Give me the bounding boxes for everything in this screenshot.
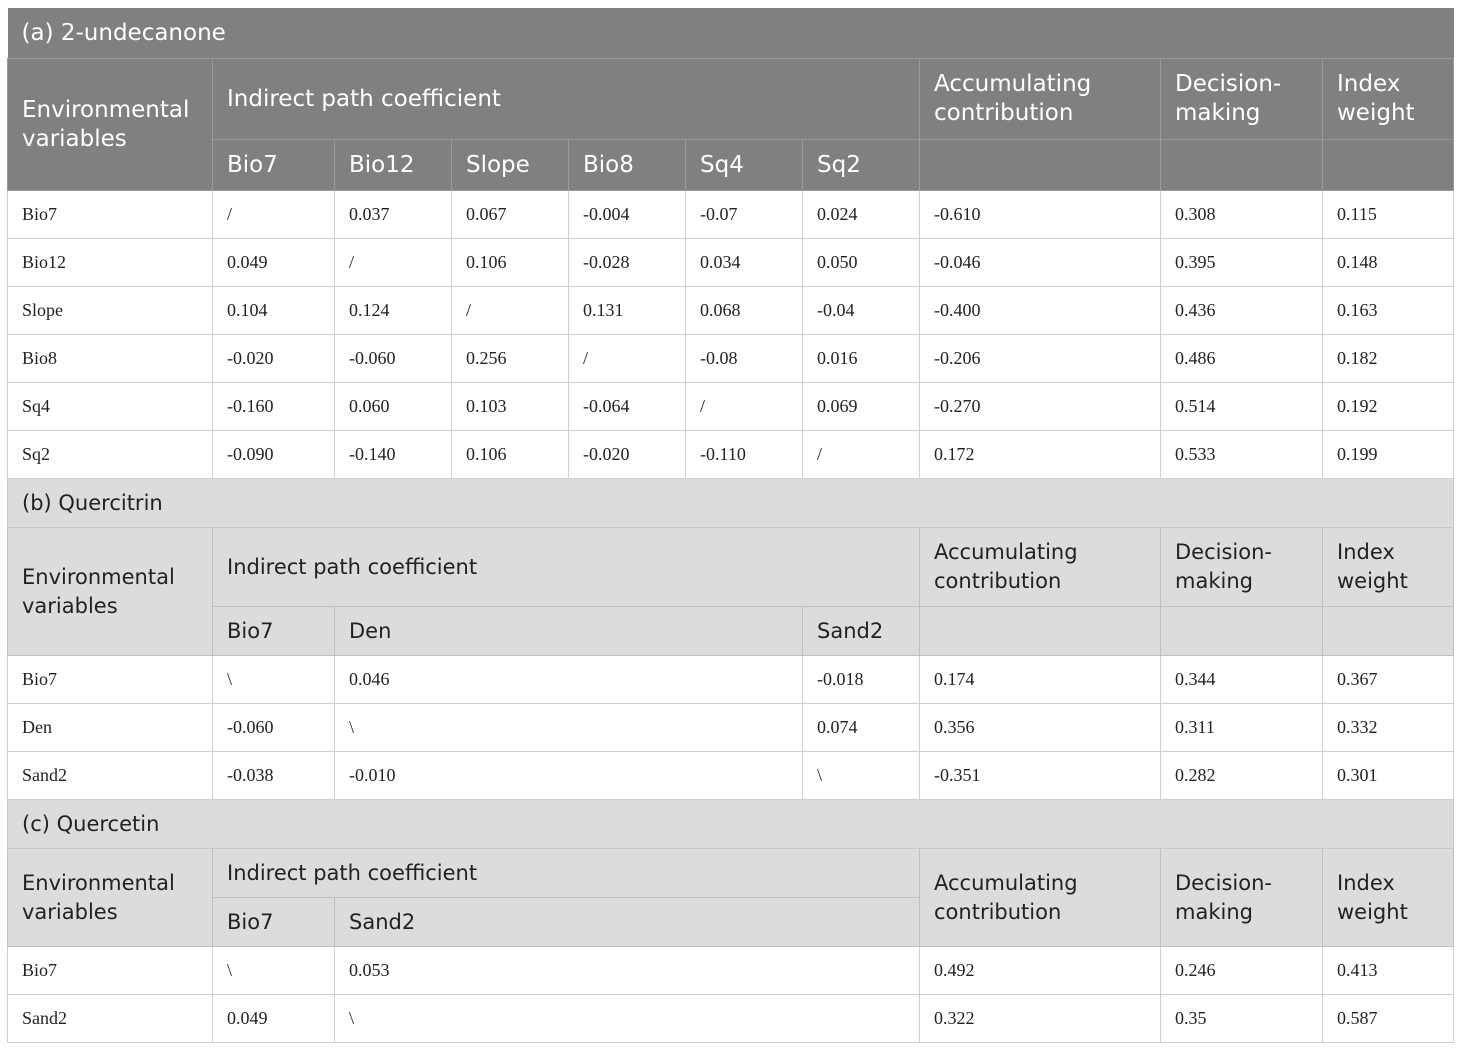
section-b-subheader-row — [8, 607, 1454, 656]
table-cell: 0.332 — [1323, 704, 1454, 752]
accumulating-contribution-header: Accumulating contribution — [920, 849, 1161, 947]
row-label: Slope — [8, 287, 213, 335]
table-cell: 0.256 — [452, 335, 569, 383]
table-cell: 0.246 — [1161, 947, 1323, 995]
table-cell: -0.028 — [569, 239, 686, 287]
section-c-title: (c) Quercetin — [8, 800, 1454, 849]
section-b-title-row — [8, 479, 1454, 528]
table-cell: 0.395 — [1161, 239, 1323, 287]
table-row — [8, 335, 1454, 383]
table-cell: / — [803, 431, 920, 479]
table-cell: 0.034 — [686, 239, 803, 287]
table-cell: \ — [213, 656, 335, 704]
table-cell: 0.486 — [1161, 335, 1323, 383]
table-cell: 0.050 — [803, 239, 920, 287]
row-label: Sq2 — [8, 431, 213, 479]
table-cell: \ — [335, 704, 803, 752]
row-label: Bio8 — [8, 335, 213, 383]
table-cell: -0.351 — [920, 752, 1161, 800]
row-label: Sand2 — [8, 995, 213, 1043]
table-cell: 0.067 — [452, 191, 569, 239]
table-cell: 0.301 — [1323, 752, 1454, 800]
table-cell: -0.004 — [569, 191, 686, 239]
table-cell: -0.610 — [920, 191, 1161, 239]
table-cell: 0.356 — [920, 704, 1161, 752]
table-cell: / — [569, 335, 686, 383]
table-row — [8, 431, 1454, 479]
table-cell: 0.587 — [1323, 995, 1454, 1043]
section-c-header-row — [8, 849, 1454, 898]
table-cell: 0.053 — [335, 947, 920, 995]
env-variables-header: Environmental variables — [8, 528, 213, 656]
table-row — [8, 752, 1454, 800]
section-a-subheader-row — [8, 140, 1454, 191]
table-cell: -0.206 — [920, 335, 1161, 383]
table-cell: 0.199 — [1323, 431, 1454, 479]
table-cell: 0.037 — [335, 191, 452, 239]
index-weight-header: Index weight — [1323, 59, 1454, 140]
table-cell: 0.148 — [1323, 239, 1454, 287]
table-cell: 0.436 — [1161, 287, 1323, 335]
table-cell: 0.104 — [213, 287, 335, 335]
table-cell: -0.400 — [920, 287, 1161, 335]
col-header: Sand2 — [803, 607, 920, 656]
table-row — [8, 287, 1454, 335]
table-cell: -0.060 — [213, 704, 335, 752]
accumulating-contribution-header: Accumulating contribution — [920, 59, 1161, 140]
row-label: Bio7 — [8, 656, 213, 704]
table-cell: \ — [213, 947, 335, 995]
table-cell: 0.344 — [1161, 656, 1323, 704]
table-cell: / — [335, 239, 452, 287]
table-row — [8, 383, 1454, 431]
row-label: Den — [8, 704, 213, 752]
table-cell: 0.024 — [803, 191, 920, 239]
col-header: Bio8 — [569, 140, 686, 191]
indirect-path-header: Indirect path coefficient — [213, 528, 920, 607]
table-cell: 0.115 — [1323, 191, 1454, 239]
table-cell: 0.413 — [1323, 947, 1454, 995]
table-cell: 0.046 — [335, 656, 803, 704]
table-cell: -0.064 — [569, 383, 686, 431]
table-cell: -0.140 — [335, 431, 452, 479]
env-variables-header: Environmental variables — [8, 59, 213, 191]
table-cell: 0.049 — [213, 239, 335, 287]
table-cell: / — [686, 383, 803, 431]
table-cell: 0.172 — [920, 431, 1161, 479]
section-a-title-row — [8, 8, 1454, 59]
section-b-body — [8, 656, 1454, 800]
table-cell: 0.192 — [1323, 383, 1454, 431]
path-coefficient-table — [7, 8, 1454, 1043]
empty-header-cell — [1161, 140, 1323, 191]
table-cell: / — [452, 287, 569, 335]
table-row — [8, 239, 1454, 287]
table-cell: 0.514 — [1161, 383, 1323, 431]
row-label: Sand2 — [8, 752, 213, 800]
empty-header-cell — [1161, 607, 1323, 656]
table-row — [8, 995, 1454, 1043]
table-row — [8, 704, 1454, 752]
env-variables-header: Environmental variables — [8, 849, 213, 947]
col-header: Bio12 — [335, 140, 452, 191]
table-cell: 0.124 — [335, 287, 452, 335]
table-row — [8, 656, 1454, 704]
table-cell: -0.08 — [686, 335, 803, 383]
table-cell: -0.060 — [335, 335, 452, 383]
indirect-path-header: Indirect path coefficient — [213, 59, 920, 140]
section-c-body — [8, 947, 1454, 1043]
table-cell: 0.016 — [803, 335, 920, 383]
table-row — [8, 191, 1454, 239]
col-header: Slope — [452, 140, 569, 191]
table-cell: \ — [335, 995, 920, 1043]
table-cell: -0.020 — [213, 335, 335, 383]
decision-making-header: Decision-making — [1161, 849, 1323, 947]
data-table-container — [7, 8, 1453, 1043]
section-b-title: (b) Quercitrin — [8, 479, 1454, 528]
indirect-path-header: Indirect path coefficient — [213, 849, 920, 898]
section-c-title-row — [8, 800, 1454, 849]
table-cell: 0.311 — [1161, 704, 1323, 752]
table-cell: 0.35 — [1161, 995, 1323, 1043]
section-b-header-row — [8, 528, 1454, 607]
empty-header-cell — [1323, 607, 1454, 656]
table-cell: -0.018 — [803, 656, 920, 704]
table-cell: -0.038 — [213, 752, 335, 800]
col-header: Sq2 — [803, 140, 920, 191]
decision-making-header: Decision-making — [1161, 59, 1323, 140]
table-cell: 0.106 — [452, 431, 569, 479]
empty-header-cell — [1323, 140, 1454, 191]
table-cell: 0.322 — [920, 995, 1161, 1043]
table-row — [8, 947, 1454, 995]
section-a-title: (a) 2-undecanone — [8, 8, 1454, 59]
table-cell: 0.068 — [686, 287, 803, 335]
table-cell: 0.492 — [920, 947, 1161, 995]
table-cell: 0.533 — [1161, 431, 1323, 479]
table-cell: -0.090 — [213, 431, 335, 479]
row-label: Bio12 — [8, 239, 213, 287]
table-cell: -0.160 — [213, 383, 335, 431]
table-cell: 0.103 — [452, 383, 569, 431]
table-cell: -0.046 — [920, 239, 1161, 287]
empty-header-cell — [920, 140, 1161, 191]
index-weight-header: Index weight — [1323, 528, 1454, 607]
col-header: Sand2 — [335, 898, 920, 947]
section-a-header-row — [8, 59, 1454, 140]
col-header: Bio7 — [213, 607, 335, 656]
col-header: Den — [335, 607, 803, 656]
col-header: Sq4 — [686, 140, 803, 191]
table-cell: \ — [803, 752, 920, 800]
row-label: Bio7 — [8, 947, 213, 995]
table-cell: 0.308 — [1161, 191, 1323, 239]
table-cell: -0.110 — [686, 431, 803, 479]
section-a-body — [8, 191, 1454, 479]
table-cell: -0.270 — [920, 383, 1161, 431]
table-cell: -0.020 — [569, 431, 686, 479]
accumulating-contribution-header: Accumulating contribution — [920, 528, 1161, 607]
table-cell: -0.04 — [803, 287, 920, 335]
table-cell: 0.367 — [1323, 656, 1454, 704]
index-weight-header: Index weight — [1323, 849, 1454, 947]
row-label: Bio7 — [8, 191, 213, 239]
col-header: Bio7 — [213, 898, 335, 947]
row-label: Sq4 — [8, 383, 213, 431]
table-cell: / — [213, 191, 335, 239]
empty-header-cell — [920, 607, 1161, 656]
col-header: Bio7 — [213, 140, 335, 191]
table-cell: -0.010 — [335, 752, 803, 800]
table-cell: 0.049 — [213, 995, 335, 1043]
table-cell: -0.07 — [686, 191, 803, 239]
table-cell: 0.174 — [920, 656, 1161, 704]
table-cell: 0.069 — [803, 383, 920, 431]
table-cell: 0.282 — [1161, 752, 1323, 800]
table-cell: 0.060 — [335, 383, 452, 431]
table-cell: 0.106 — [452, 239, 569, 287]
table-cell: 0.074 — [803, 704, 920, 752]
table-cell: 0.131 — [569, 287, 686, 335]
table-cell: 0.182 — [1323, 335, 1454, 383]
table-cell: 0.163 — [1323, 287, 1454, 335]
decision-making-header: Decision-making — [1161, 528, 1323, 607]
